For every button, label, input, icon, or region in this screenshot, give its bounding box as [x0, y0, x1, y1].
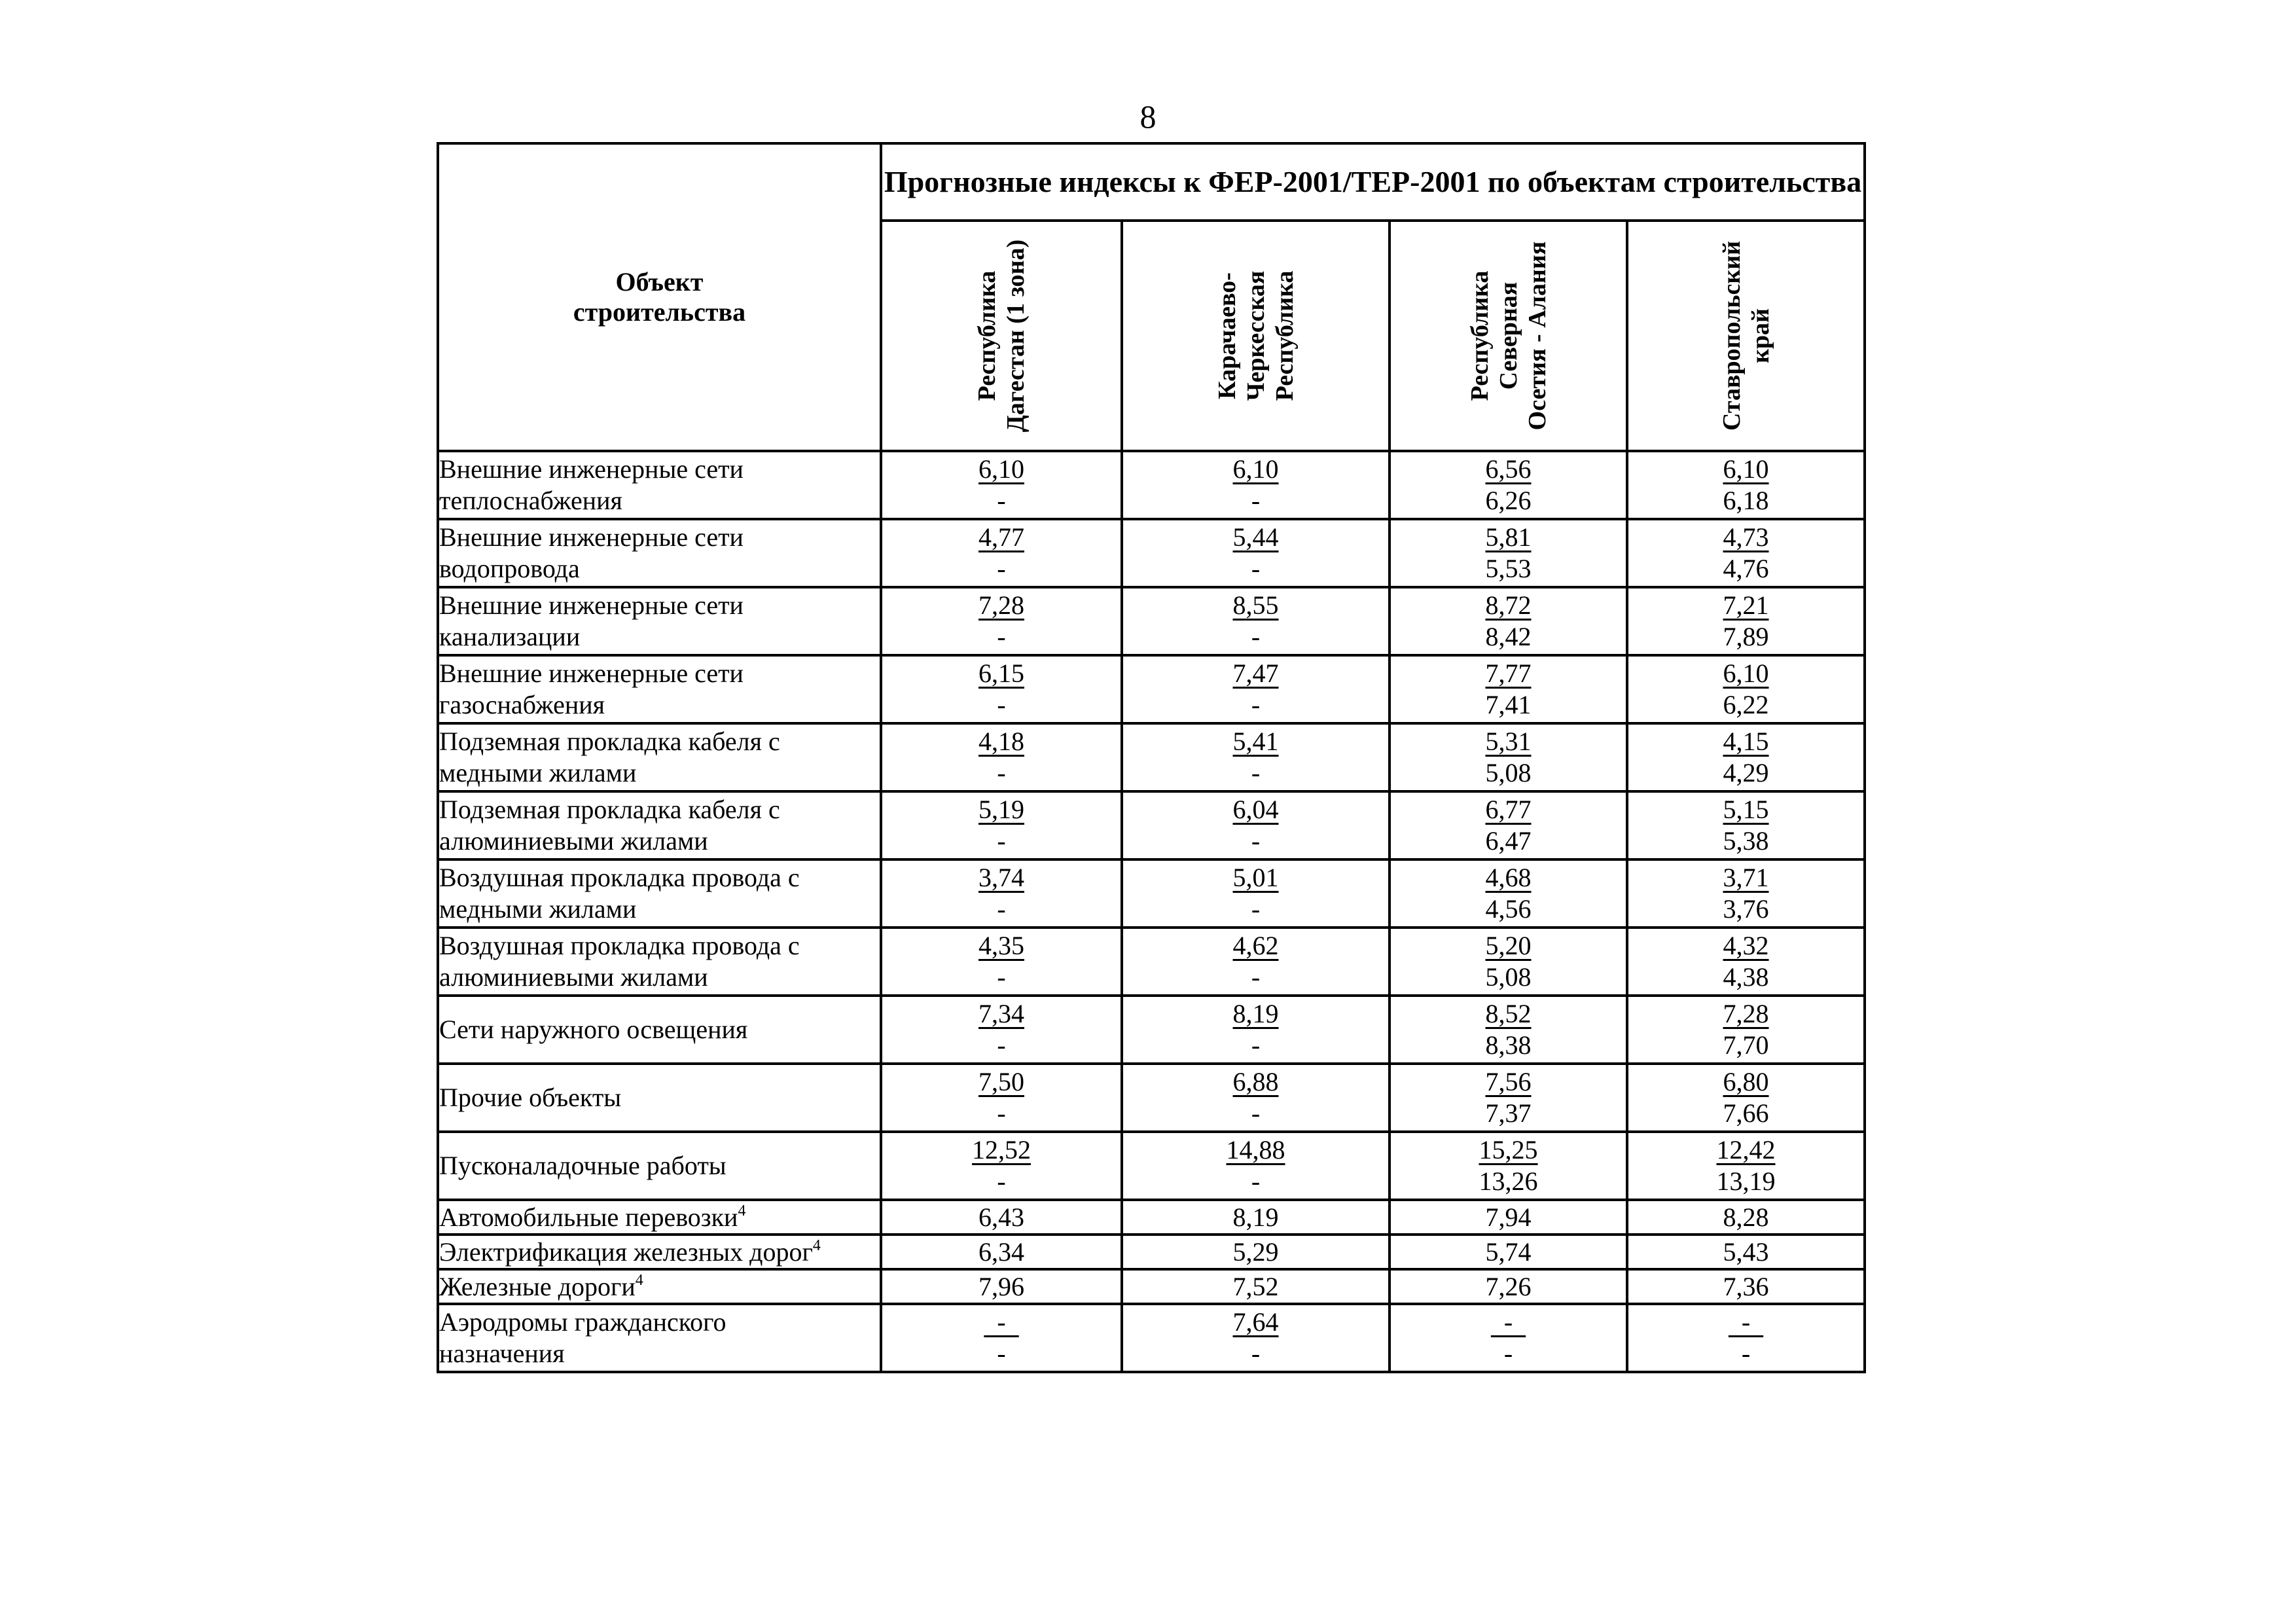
index-value-top: 4,68 [1485, 863, 1532, 892]
index-cell [881, 1064, 1122, 1132]
index-cell [1122, 723, 1390, 791]
table-body [438, 451, 1865, 1372]
index-value-bottom: - [1251, 962, 1261, 992]
object-name: Железные дороги [439, 1271, 636, 1301]
index-value: 5,74 [1485, 1236, 1532, 1267]
table-row [438, 996, 1865, 1064]
index-cell [881, 519, 1122, 587]
index-value-bottom: - [1251, 1339, 1261, 1368]
object-name-cell [438, 1304, 881, 1372]
index-value-bottom: - [1251, 1166, 1261, 1196]
index-cell [1122, 791, 1390, 859]
table-row [438, 655, 1865, 723]
index-cell [1390, 996, 1627, 1064]
index-cell [881, 587, 1122, 655]
object-name-cell [438, 519, 881, 587]
index-cell [1390, 859, 1627, 928]
index-value-top: 5,01 [1232, 863, 1279, 892]
index-cell [1627, 1132, 1865, 1200]
index-value-top: 7,50 [978, 1067, 1024, 1096]
index-value-bottom: - [1251, 826, 1261, 856]
index-value-bottom: - [997, 622, 1006, 651]
index-value-top: - [1490, 1307, 1526, 1337]
index-value-top: 7,28 [1723, 999, 1769, 1028]
index-value-top: 4,62 [1232, 931, 1279, 960]
index-value-top: 3,71 [1723, 863, 1769, 892]
index-value-bottom: - [1503, 1339, 1513, 1368]
index-value-bottom: - [997, 554, 1006, 583]
index-value-top: 4,35 [978, 931, 1024, 960]
index-cell [1627, 451, 1865, 519]
index-cell [1122, 1200, 1390, 1235]
object-name: Воздушная прокладка провода с медными жилами [439, 863, 800, 924]
object-name-cell [438, 1064, 881, 1132]
index-value-bottom: 6,22 [1723, 690, 1769, 719]
index-value-top: 7,34 [978, 999, 1024, 1028]
index-value-bottom: - [997, 758, 1006, 787]
index-value-top: 6,10 [1723, 659, 1769, 688]
index-value: 7,94 [1485, 1202, 1532, 1232]
index-value-top: 14,88 [1226, 1135, 1285, 1164]
index-value-top: - [1728, 1307, 1764, 1337]
region-label: Карачаево- Черкесская Республика [1213, 270, 1299, 401]
index-value-top: 15,25 [1479, 1135, 1538, 1164]
object-name-cell [438, 928, 881, 996]
table-row [438, 587, 1865, 655]
index-cell [1627, 928, 1865, 996]
index-value-top: 6,15 [978, 659, 1024, 688]
index-value-bottom: 4,38 [1723, 962, 1769, 992]
object-name: Подземная прокладка кабеля с медными жилами [439, 727, 780, 787]
table-row [438, 1200, 1865, 1235]
index-value: 5,29 [1232, 1236, 1279, 1267]
index-value-top: 8,55 [1232, 590, 1279, 620]
object-name: Автомобильные перевозки [439, 1202, 738, 1232]
index-value-top: 7,64 [1232, 1307, 1279, 1337]
index-value-bottom: 5,53 [1485, 554, 1532, 583]
index-value-top: 6,10 [1232, 454, 1279, 484]
index-cell [1627, 587, 1865, 655]
object-name: Прочие объекты [439, 1083, 622, 1112]
index-value-bottom: 7,70 [1723, 1030, 1769, 1060]
index-value-top: 5,19 [978, 795, 1024, 824]
index-value-top: 4,77 [978, 522, 1024, 552]
index-value-top: 5,15 [1723, 795, 1769, 824]
table-row [438, 519, 1865, 587]
index-cell [1627, 1235, 1865, 1269]
index-cell [1122, 1304, 1390, 1372]
region-header-dagestan [881, 221, 1122, 451]
index-value-bottom: - [1251, 894, 1261, 924]
index-cell [1390, 1132, 1627, 1200]
index-value-bottom: 7,89 [1723, 622, 1769, 651]
index-value-bottom: 13,19 [1716, 1166, 1776, 1196]
table-row [438, 1269, 1865, 1304]
object-name-cell [438, 451, 881, 519]
index-cell [1627, 1304, 1865, 1372]
index-value-bottom: 5,08 [1485, 962, 1532, 992]
index-value-bottom: - [997, 1166, 1006, 1196]
index-cell [1627, 1064, 1865, 1132]
object-name-cell [438, 1269, 881, 1304]
index-value-top: 7,56 [1485, 1067, 1532, 1096]
index-value-top: 5,20 [1485, 931, 1532, 960]
index-cell [1390, 1064, 1627, 1132]
index-value-bottom: - [997, 826, 1006, 856]
object-name: Аэродромы гражданского назначения [439, 1307, 726, 1368]
index-value-bottom: - [1251, 1030, 1261, 1060]
index-cell [1390, 1304, 1627, 1372]
index-value-top: 7,28 [978, 590, 1024, 620]
index-value-bottom: 8,38 [1485, 1030, 1532, 1060]
index-value-top: 6,88 [1232, 1067, 1279, 1096]
index-value-bottom: 5,08 [1485, 758, 1532, 787]
index-value-top: 7,47 [1232, 659, 1279, 688]
index-value-top: 6,10 [1723, 454, 1769, 484]
index-table [437, 142, 1866, 1373]
index-value-top: 8,52 [1485, 999, 1532, 1028]
index-cell [1390, 791, 1627, 859]
index-cell [1627, 655, 1865, 723]
index-value: 7,26 [1485, 1271, 1532, 1301]
index-cell [1390, 519, 1627, 587]
table-row [438, 451, 1865, 519]
index-cell [881, 996, 1122, 1064]
object-name-cell [438, 655, 881, 723]
index-value: 6,34 [978, 1236, 1024, 1267]
index-value: 6,43 [978, 1202, 1024, 1232]
table-row [438, 791, 1865, 859]
index-value-top: 12,52 [972, 1135, 1031, 1164]
index-cell [1122, 1269, 1390, 1304]
index-cell [1627, 519, 1865, 587]
group-title: Прогнозные индексы к ФЕР-2001/ТЕР-2001 по объектам строительства [884, 165, 1862, 198]
index-value-top: 5,31 [1485, 727, 1532, 756]
index-value-bottom: - [997, 1339, 1006, 1368]
index-cell [881, 451, 1122, 519]
index-value-bottom: 4,76 [1723, 554, 1769, 583]
index-value-bottom: - [1251, 690, 1261, 719]
object-name: Электрификация железных дорог [439, 1236, 813, 1267]
index-value-top: 5,81 [1485, 522, 1532, 552]
index-value-bottom: - [997, 690, 1006, 719]
object-name-cell [438, 723, 881, 791]
object-name: Внешние инженерные сети газоснабжения [439, 659, 744, 719]
index-cell [1627, 1200, 1865, 1235]
footnote-marker: 4 [812, 1236, 821, 1254]
index-cell [1122, 1132, 1390, 1200]
index-cell [1390, 1269, 1627, 1304]
index-cell [1627, 1269, 1865, 1304]
index-value-top: 6,10 [978, 454, 1024, 484]
index-value-top: 4,15 [1723, 727, 1769, 756]
table-row [438, 1304, 1865, 1372]
index-value-bottom: - [1251, 486, 1261, 515]
index-value-top: 6,04 [1232, 795, 1279, 824]
object-name-cell [438, 1132, 881, 1200]
index-value: 7,36 [1723, 1271, 1769, 1301]
object-name-cell [438, 996, 881, 1064]
index-cell [1122, 928, 1390, 996]
index-value-bottom: - [997, 894, 1006, 924]
object-name: Внешние инженерные сети водопровода [439, 522, 744, 583]
index-value-bottom: 7,37 [1485, 1098, 1532, 1128]
index-value-top: 12,42 [1716, 1135, 1776, 1164]
index-cell [1122, 1064, 1390, 1132]
index-value-bottom: 3,76 [1723, 894, 1769, 924]
footnote-marker: 4 [635, 1271, 643, 1289]
index-value-bottom: 4,29 [1723, 758, 1769, 787]
index-cell [881, 655, 1122, 723]
object-name: Сети наружного освещения [439, 1015, 748, 1044]
index-value-bottom: 4,56 [1485, 894, 1532, 924]
table-row [438, 1132, 1865, 1200]
index-value-bottom: 5,38 [1723, 826, 1769, 856]
index-value-bottom: - [1251, 622, 1261, 651]
region-header-stavropol [1627, 221, 1865, 451]
index-cell [1390, 451, 1627, 519]
region-label: Республика Дагестан (1 зона) [973, 239, 1030, 433]
table-row [438, 1064, 1865, 1132]
index-value-bottom: 8,42 [1485, 622, 1532, 651]
index-cell [1122, 587, 1390, 655]
table-row [438, 723, 1865, 791]
object-name: Воздушная прокладка провода с алюминиевыми жилами [439, 931, 800, 992]
index-cell [1122, 996, 1390, 1064]
index-cell [1390, 1235, 1627, 1269]
object-name-cell [438, 1200, 881, 1235]
index-value-top: 8,19 [1232, 999, 1279, 1028]
footnote-marker: 4 [738, 1202, 746, 1219]
index-value-top: 5,41 [1232, 727, 1279, 756]
index-cell [881, 723, 1122, 791]
index-value: 8,28 [1723, 1202, 1769, 1232]
index-value-bottom: - [1741, 1339, 1751, 1368]
object-name-cell [438, 791, 881, 859]
index-value-top: 4,73 [1723, 522, 1769, 552]
index-value: 8,19 [1232, 1202, 1279, 1232]
index-value: 7,52 [1232, 1271, 1279, 1301]
region-label: Ставропольский край [1717, 240, 1774, 431]
region-label: Республика Северная Осетия - Алания [1465, 241, 1551, 431]
object-name: Подземная прокладка кабеля с алюминиевыми жилами [439, 795, 780, 856]
object-name-cell [438, 859, 881, 928]
index-value-top: 7,21 [1723, 590, 1769, 620]
index-value-bottom: 7,66 [1723, 1098, 1769, 1128]
index-value-bottom: - [1251, 1098, 1261, 1128]
index-value-top: 4,32 [1723, 931, 1769, 960]
region-header-ossetia [1390, 221, 1627, 451]
index-cell [881, 1200, 1122, 1235]
index-cell [1122, 1235, 1390, 1269]
index-cell [881, 791, 1122, 859]
table-row [438, 859, 1865, 928]
index-cell [1122, 451, 1390, 519]
index-cell [1390, 723, 1627, 791]
object-name-cell [438, 587, 881, 655]
object-name-cell [438, 1235, 881, 1269]
index-value-top: 4,18 [978, 727, 1024, 756]
index-value-top: 6,80 [1723, 1067, 1769, 1096]
object-name: Внешние инженерные сети теплоснабжения [439, 454, 744, 515]
index-value-bottom: 13,26 [1479, 1166, 1538, 1196]
index-cell [1122, 655, 1390, 723]
index-value-bottom: - [997, 1030, 1006, 1060]
index-value-top: 5,44 [1232, 522, 1279, 552]
index-cell [1627, 723, 1865, 791]
index-cell [1122, 859, 1390, 928]
region-header-kchr [1122, 221, 1390, 451]
index-value-bottom: - [1251, 554, 1261, 583]
table-row [438, 928, 1865, 996]
index-value-bottom: 6,47 [1485, 826, 1532, 856]
index-cell [1390, 587, 1627, 655]
object-column-header [438, 143, 881, 451]
index-cell [1390, 928, 1627, 996]
index-cell [881, 928, 1122, 996]
object-column-label: Объект строительства [573, 267, 746, 327]
index-cell [881, 1269, 1122, 1304]
index-cell [1390, 655, 1627, 723]
index-value-bottom: - [1251, 758, 1261, 787]
index-value-bottom: 7,41 [1485, 690, 1532, 719]
page-number: 8 [1139, 98, 1157, 135]
index-cell [1627, 996, 1865, 1064]
index-cell [881, 1304, 1122, 1372]
object-name: Внешние инженерные сети канализации [439, 590, 744, 651]
index-value-bottom: - [997, 486, 1006, 515]
index-value: 5,43 [1723, 1236, 1769, 1267]
index-value-bottom: - [997, 962, 1006, 992]
index-value-bottom: 6,18 [1723, 486, 1769, 515]
index-cell [881, 859, 1122, 928]
index-cell [1627, 859, 1865, 928]
object-name: Пусконаладочные работы [439, 1151, 726, 1180]
index-value: 7,96 [978, 1271, 1024, 1301]
index-cell [1390, 1200, 1627, 1235]
index-value-top: 3,74 [978, 863, 1024, 892]
index-value-top: 6,77 [1485, 795, 1532, 824]
group-header [881, 143, 1865, 221]
index-value-top: - [984, 1307, 1019, 1337]
index-cell [881, 1132, 1122, 1200]
index-cell [1122, 519, 1390, 587]
index-value-top: 7,77 [1485, 659, 1532, 688]
index-cell [1627, 791, 1865, 859]
index-cell [881, 1235, 1122, 1269]
index-value-top: 8,72 [1485, 590, 1532, 620]
table-row [438, 1235, 1865, 1269]
index-value-bottom: 6,26 [1485, 486, 1532, 515]
index-value-bottom: - [997, 1098, 1006, 1128]
index-value-top: 6,56 [1485, 454, 1532, 484]
